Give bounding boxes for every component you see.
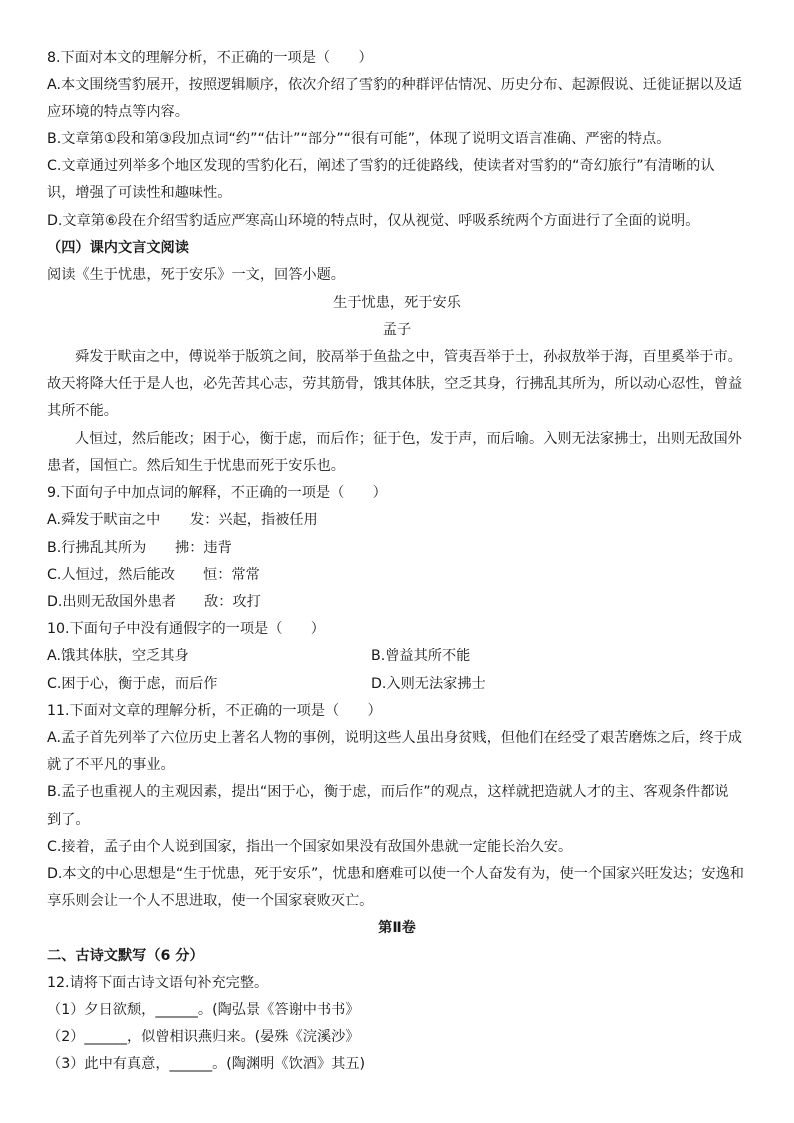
question-11-option-c: C.接着，孟子由个人说到国家，指出一个国家如果没有敌国外患就一定能长治久安。 (47, 839, 573, 855)
question-11-stem: 11.下面对文章的理解分析，不正确的一项是（ ） (47, 703, 382, 719)
question-10-stem: 10.下面句子中没有通假字的一项是（ ） (47, 621, 325, 637)
question-8-option-c-cont: 识，增强了可读性和趣味性。 (47, 185, 232, 201)
question-11-option-a: A.孟子首先列举了六位历史上著名人物的事例，说明这些人虽出身贫贱，但他们在经受了艰苦磨炼之后，终于成 (47, 730, 742, 746)
passage-author: 孟子 (382, 322, 412, 338)
question-9-option-b-gloss: 拂：违背 (175, 540, 232, 556)
question-9-option-a-sentence: A.舜发于畎亩之中 (47, 512, 161, 528)
question-8-option-a: A.本文围绕雪豹展开，按照逻辑顺序，依次介绍了雪豹的种群评估情况、历史分布、起源假说、迁徙证据以及适 (47, 77, 742, 93)
question-11-option-d-cont: 享乐则会让一个人不思进取，使一个国家衰败灭亡。 (47, 893, 374, 909)
question-10-option-a: A.饿其体肤，空乏其身 (47, 648, 189, 664)
question-9-option-b-sentence: B.行拂乱其所为 (47, 540, 147, 556)
question-12-item-2: （2）______，似曾相识燕归来。(晏殊《浣溪沙》 (47, 1029, 360, 1045)
question-11-option-d: D.本文的中心思想是“生于忧患，死于安乐”，忧患和磨难可以使一个人奋发有为，使一个国家兴旺发达；安逸和 (47, 866, 744, 882)
question-12-item-1: （1）夕日欲颓，______。(陶弘景《答谢中书书》 (47, 1002, 360, 1018)
question-8-option-b: B.文章第①段和第③段加点词“约”“估计”“部分”“很有可能”，体现了说明文语言准确、严密的特点。 (47, 131, 671, 147)
question-8-option-d: D.文章第⑥段在介绍雪豹适应严寒高山环境的特点时，仅从视觉、呼吸系统两个方面进行了全面的说明。 (47, 213, 700, 229)
question-10-option-c: C.困于心，衡于虑，而后作 (47, 676, 218, 692)
passage-paragraph-2-line-2: 患者，国恒亡。然后知生于忧患而死于安乐也。 (47, 458, 345, 474)
part-2-title: 第Ⅱ卷 (378, 920, 416, 936)
section-4-intro: 阅读《生于忧患，死于安乐》一文，回答小题。 (47, 267, 345, 283)
question-9-option-c-gloss: 恒：常常 (203, 567, 260, 583)
question-11-option-b-cont: 到了。 (47, 812, 90, 828)
question-8-option-c: C.文章通过列举多个地区发现的雪豹化石，阐述了雪豹的迁徙路线，使读者对雪豹的“奇幻旅行”有清晰的认 (47, 158, 715, 174)
question-12-stem: 12.请将下面古诗文语句补充完整。 (47, 975, 269, 991)
passage-paragraph-1-line-3: 其所不能。 (47, 403, 118, 419)
question-10-option-d: D.入则无法家拂士 (371, 676, 486, 692)
section-4-heading: （四）课内文言文阅读 (47, 240, 189, 256)
part-2-section-heading: 二、古诗文默写（6 分） (47, 948, 204, 964)
question-12-item-3: （3）此中有真意，______。(陶渊明《饮酒》其五) (47, 1056, 366, 1072)
question-8-option-a-cont: 应环境的特点等内容。 (47, 104, 189, 120)
question-9-option-d-sentence: D.出则无敌国外患者 (47, 594, 176, 610)
question-9-option-c-sentence: C.人恒过，然后能改 (47, 567, 175, 583)
question-9-option-a-gloss: 发：兴起，指被任用 (190, 512, 318, 528)
passage-paragraph-1: 舜发于畎亩之中，傅说举于版筑之间，胶鬲举于鱼盐之中，管夷吾举于士，孙叔敖举于海，百里奚举于市。 (75, 349, 742, 365)
question-11-option-b: B.孟子也重视人的主观因素，提出“困于心，衡于虑，而后作”的观点，这样就把造就人才的主、客观条件都说 (47, 784, 729, 800)
passage-paragraph-1-line-2: 故天将降大任于是人也，必先苦其心志，劳其筋骨，饿其体肤，空乏其身，行拂乱其所为，所以动心忍性，曾益 (47, 376, 743, 392)
passage-title: 生于忧患，死于安乐 (333, 295, 461, 311)
passage-paragraph-2: 人恒过，然后能改；困于心，衡于虑，而后作；征于色，发于声，而后喻。入则无法家拂士，出则无敌国外 (75, 431, 742, 447)
question-9-option-d-gloss: 敌：攻打 (204, 594, 261, 610)
question-8-stem: 8.下面对本文的理解分析，不正确的一项是（ ） (47, 50, 373, 66)
question-10-option-b: B.曾益其所不能 (371, 648, 471, 664)
question-9-stem: 9.下面句子中加点词的解释，不正确的一项是（ ） (47, 485, 387, 501)
question-11-option-a-cont: 就了不平凡的事业。 (47, 757, 175, 773)
